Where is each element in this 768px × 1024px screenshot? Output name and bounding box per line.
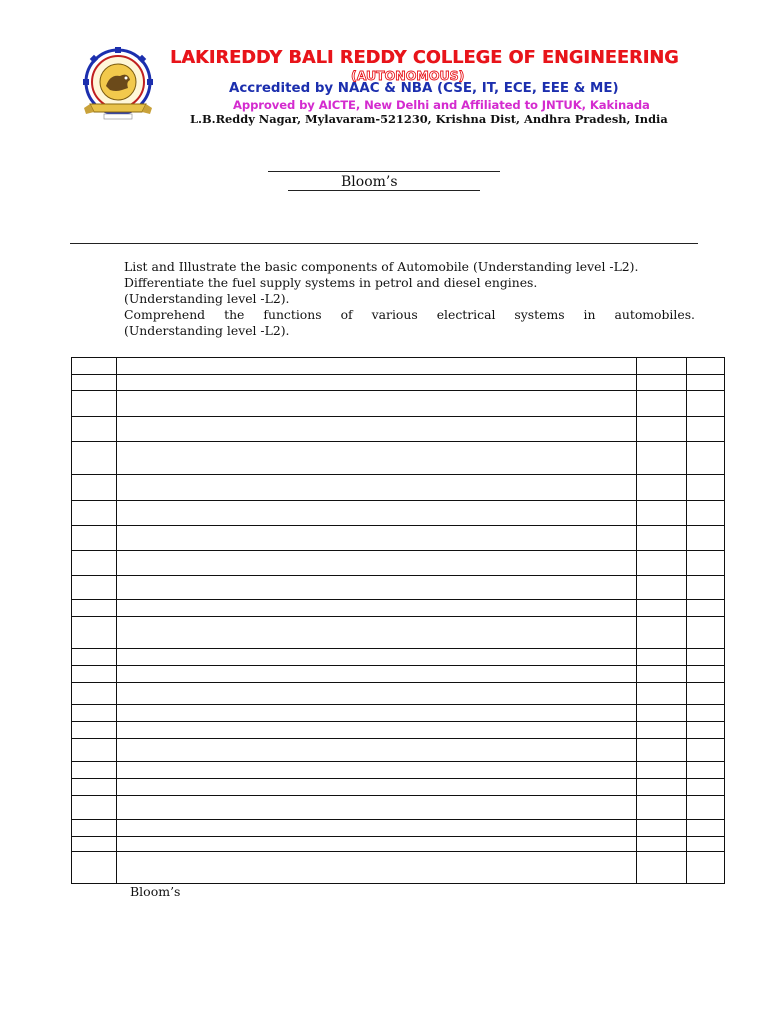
address-line: L.B.Reddy Nagar, Mylavaram-521230, Krishna Dist, Andhra Pradesh, India [190, 112, 668, 126]
table-row [72, 739, 725, 762]
table-row [72, 358, 725, 375]
table-row [72, 576, 725, 600]
table-cell [72, 705, 117, 722]
table-cell [687, 617, 725, 649]
table-cell [117, 739, 637, 762]
table-cell [72, 666, 117, 683]
outcome-line: Differentiate the fuel supply systems in petrol and diesel engines. [124, 275, 538, 290]
college-name: LAKIREDDY BALI REDDY COLLEGE OF ENGINEERING [170, 48, 679, 68]
table-cell [72, 475, 117, 501]
table-cell [72, 649, 117, 666]
table-cell [637, 391, 687, 417]
table-cell [637, 739, 687, 762]
table-cell [72, 442, 117, 475]
table-cell [637, 820, 687, 837]
table-cell [637, 375, 687, 391]
outcome-line: (Understanding level -L2). [124, 323, 290, 338]
table-cell [637, 762, 687, 779]
table-cell [72, 391, 117, 417]
table-row [72, 475, 725, 501]
table-cell [117, 417, 637, 442]
table-cell [687, 683, 725, 705]
table-cell [117, 852, 637, 884]
table-cell [72, 852, 117, 884]
table-cell [117, 820, 637, 837]
table-row [72, 526, 725, 551]
table-cell [117, 375, 637, 391]
blooms-underline-left [288, 190, 480, 191]
table-row [72, 683, 725, 705]
table-cell [687, 666, 725, 683]
table-row [72, 417, 725, 442]
table-cell [687, 501, 725, 526]
table-cell [637, 666, 687, 683]
table-row [72, 796, 725, 820]
table-cell [637, 796, 687, 820]
table-cell [687, 762, 725, 779]
table-cell [687, 391, 725, 417]
blooms-footer-label: Bloom’s [130, 884, 181, 899]
table-row [72, 852, 725, 884]
table-cell [687, 852, 725, 884]
table-cell [72, 501, 117, 526]
table-cell [637, 705, 687, 722]
table-cell [72, 762, 117, 779]
table-cell [637, 417, 687, 442]
college-logo [76, 46, 160, 122]
table-cell [117, 526, 637, 551]
table-cell [687, 551, 725, 576]
blank-title-line [268, 171, 500, 172]
table-cell [637, 475, 687, 501]
table-cell [117, 649, 637, 666]
table-cell [687, 375, 725, 391]
section-divider [70, 243, 698, 244]
table-cell [687, 649, 725, 666]
table-cell [117, 722, 637, 739]
approval-line: Approved by AICTE, New Delhi and Affiliated to JNTUK, Kakinada [233, 98, 650, 112]
autonomous-tag: (AUTONOMOUS) [351, 68, 465, 83]
table-cell [117, 837, 637, 852]
table-cell [117, 683, 637, 705]
table-row [72, 666, 725, 683]
table-cell [637, 600, 687, 617]
table-cell [637, 551, 687, 576]
table-cell [687, 796, 725, 820]
table-cell [72, 739, 117, 762]
table-cell [687, 722, 725, 739]
table-row [72, 820, 725, 837]
table-cell [637, 501, 687, 526]
table-cell [72, 683, 117, 705]
table-row [72, 722, 725, 739]
table-cell [687, 837, 725, 852]
table-cell [72, 796, 117, 820]
table-cell [117, 600, 637, 617]
table-cell [687, 820, 725, 837]
table-cell [72, 617, 117, 649]
table-cell [72, 375, 117, 391]
blooms-heading: Bloom’s [341, 174, 398, 190]
table-cell [117, 551, 637, 576]
table-cell [117, 391, 637, 417]
table-cell [687, 600, 725, 617]
table-cell [687, 475, 725, 501]
table-cell [687, 526, 725, 551]
table-cell [637, 837, 687, 852]
table-cell [637, 683, 687, 705]
table-row [72, 551, 725, 576]
outcome-line: (Understanding level -L2). [124, 291, 290, 306]
table-cell [117, 617, 637, 649]
table-cell [687, 358, 725, 375]
table-cell [72, 526, 117, 551]
table-row [72, 501, 725, 526]
table-cell [117, 358, 637, 375]
table-row [72, 762, 725, 779]
table-cell [117, 475, 637, 501]
table-cell [72, 820, 117, 837]
table-cell [72, 417, 117, 442]
table-cell [72, 600, 117, 617]
outcome-line: List and Illustrate the basic components of Automobile (Understanding level -L2). [124, 259, 639, 274]
table-cell [687, 576, 725, 600]
table-cell [637, 576, 687, 600]
table-cell [687, 417, 725, 442]
table-row [72, 837, 725, 852]
table-row [72, 391, 725, 417]
table-row [72, 617, 725, 649]
table-cell [637, 722, 687, 739]
table-cell [72, 576, 117, 600]
table-cell [637, 649, 687, 666]
table-cell [117, 779, 637, 796]
table-row [72, 649, 725, 666]
table-cell [637, 526, 687, 551]
table-cell [687, 779, 725, 796]
table-cell [117, 576, 637, 600]
table-row [72, 442, 725, 475]
table-cell [117, 705, 637, 722]
table-cell [72, 722, 117, 739]
table-cell [117, 501, 637, 526]
table-row [72, 375, 725, 391]
table-cell [637, 442, 687, 475]
accreditation-line: Accredited by NAAC & NBA (CSE, IT, ECE, EEE & ME) [229, 81, 619, 96]
table-cell [637, 617, 687, 649]
questions-table [71, 357, 725, 884]
table-cell [117, 442, 637, 475]
table-cell [637, 358, 687, 375]
table-cell [117, 666, 637, 683]
table-cell [637, 852, 687, 884]
table-row [72, 600, 725, 617]
table-cell [72, 551, 117, 576]
table-cell [687, 739, 725, 762]
table-cell [72, 837, 117, 852]
table-cell [117, 762, 637, 779]
table-cell [72, 779, 117, 796]
table-cell [687, 442, 725, 475]
table-cell [72, 358, 117, 375]
course-outcomes [124, 259, 695, 339]
outcome-line: Comprehend the functions of various electrical systems in automobiles. [124, 307, 695, 322]
table-cell [117, 796, 637, 820]
table-row [72, 779, 725, 796]
table-row [72, 705, 725, 722]
table-cell [687, 705, 725, 722]
table-cell [637, 779, 687, 796]
